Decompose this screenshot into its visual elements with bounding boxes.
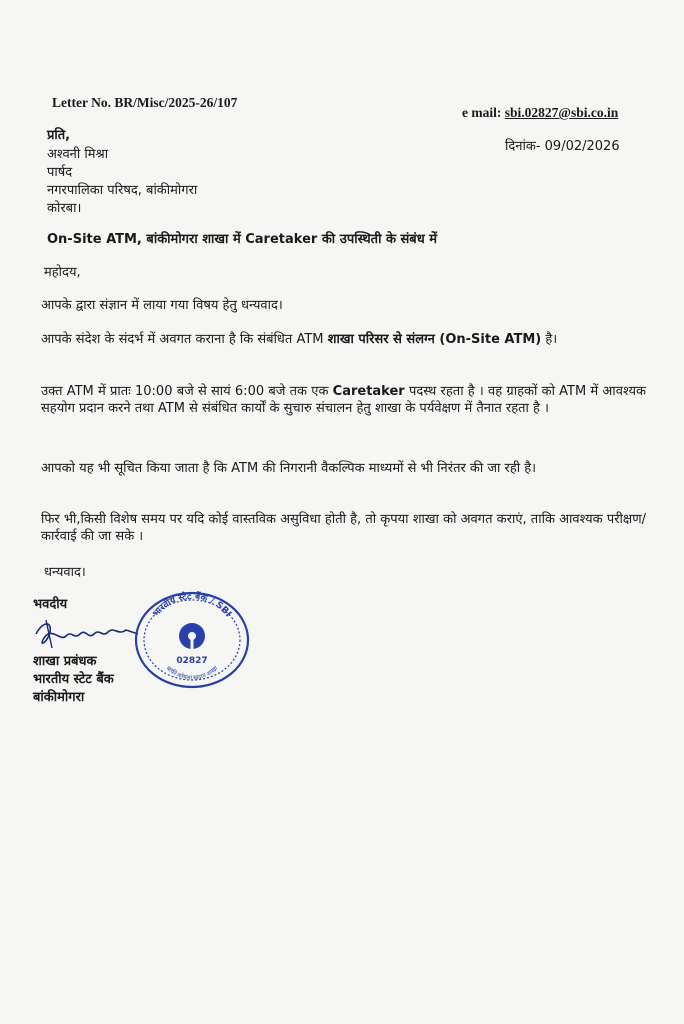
paragraph-2: आपके संदेश के संदर्भ में अवगत कराना है कि संबंधित ATM शाखा परिसर से संलग्न (On-Site ATM) है। [41, 332, 558, 347]
seal-lower-label: बांकी कोयला खदान शाखा [164, 664, 220, 682]
onsite-atm-highlight: शाखा परिसर से संलग्न (On-Site ATM) [327, 332, 542, 347]
salutation: महोदय, [44, 265, 81, 280]
bank-seal [133, 590, 251, 690]
recipient-city: कोरबा। [47, 201, 82, 216]
email-label: e mail: [462, 105, 505, 120]
signature-mark [30, 612, 142, 654]
caretaker-highlight: Caretaker [332, 384, 405, 399]
signature-stroke [36, 624, 138, 643]
recipient-designation: पार्षद [47, 165, 73, 180]
recipient-prati: प्रति, [47, 128, 71, 143]
letter-date: दिनांक- 09/02/2026 [505, 139, 620, 154]
paragraph-5: फिर भी,किसी विशेष समय पर यदि कोई वास्तविक असुविधा होती है, तो कृपया शाखा को अवगत कराएं, ताकि आवश्यक परीक्षण/कार्रवाई की जा सके । [41, 512, 646, 544]
paragraph-4: आपको यह भी सूचित किया जाता है कि ATM की निगरानी वैकल्पिक माध्यमों से भी निरंतर की जा रही है। [41, 461, 537, 476]
recipient-org: नगरपालिका परिषद, बांकीमोगरा [47, 183, 198, 198]
closing-yours: भवदीय [33, 597, 68, 612]
closing-thanks: धन्यवाद। [44, 565, 86, 580]
closing-role: शाखा प्रबंधक [33, 654, 97, 669]
paragraph-1: आपके द्वारा संज्ञान में लाया गया विषय हेतु धन्यवाद। [41, 298, 283, 313]
paragraph-3: उक्त ATM में प्रातः 10:00 बजे से सायं 6:00 बजे तक एक Caretaker पदस्थ रहता है । वह ग्राहकों को ATM में आवश्यक सहयोग प्रदान करने तथा ATM से संबंधित कार्यों के सुचारु संचालन हेतु शाखा के पर्यवेक्षण में तैनात रहता है । [41, 384, 646, 416]
seal-ring-label: भारतीय स्टेट बैंक / SBI [151, 591, 233, 620]
seal-branch-code: 02827 [176, 656, 208, 666]
email-line [462, 105, 618, 121]
email-address: sbi.02827@sbi.co.in [504, 105, 619, 120]
closing-branch: बांकीमोगरा [33, 690, 85, 705]
recipient-name: अश्वनी मिश्रा [47, 147, 109, 162]
letter-number: Letter No. BR/Misc/2025-26/107 [52, 95, 238, 110]
closing-bank: भारतीय स्टेट बैंक [33, 672, 114, 687]
letter-subject: On-Site ATM, बांकीमोगरा शाखा में Caretaker की उपस्थिती के संबंध में [47, 232, 437, 247]
